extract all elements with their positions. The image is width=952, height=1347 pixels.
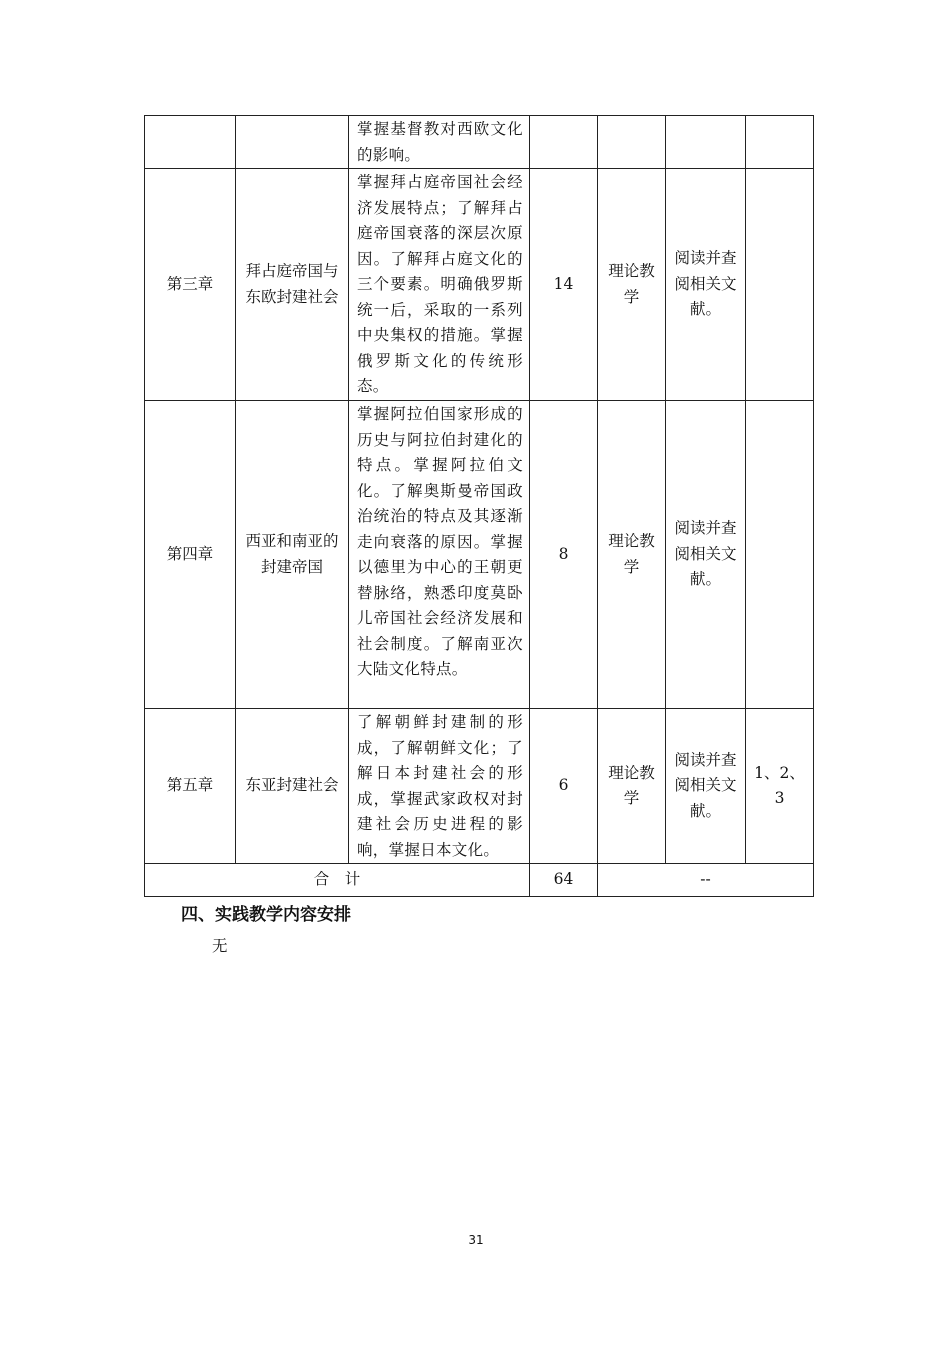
- chapter-cell: 第五章: [145, 709, 236, 864]
- title-cell: 西亚和南亚的封建帝国: [236, 401, 349, 709]
- goal-cell: 1、2、3: [746, 709, 814, 864]
- task-cell: 阅读并查阅相关文献。: [666, 169, 746, 401]
- hours-cell: 14: [530, 169, 598, 401]
- objective-cell: 掌握基督教对西欧文化的影响。: [349, 116, 530, 169]
- objective-cell: 了解朝鲜封建制的形成，了解朝鲜文化；了解日本封建社会的形成，掌握武家政权对封建社会历史进程的影响，掌握日本文化。: [349, 709, 530, 864]
- objective-cell: 掌握阿拉伯国家形成的历史与阿拉伯封建化的特点。掌握阿拉伯文化。了解奥斯曼帝国政治统治的特点及其逐渐走向衰落的原因。掌握以德里为中心的王朝更替脉络，熟悉印度莫卧儿帝国社会经济发展和社会制度。了解南亚次大陆文化特点。: [349, 401, 530, 709]
- table-row: [145, 169, 814, 401]
- goal-cell: [746, 116, 814, 169]
- chapter-cell: 第四章: [145, 401, 236, 709]
- hours-cell: 8: [530, 401, 598, 709]
- task-cell: [666, 116, 746, 169]
- table-row: [145, 709, 814, 864]
- total-hours-cell: 64: [530, 864, 598, 897]
- method-cell: 理论教学: [598, 169, 666, 401]
- goal-cell: [746, 169, 814, 401]
- goal-cell: [746, 401, 814, 709]
- title-cell: 东亚封建社会: [236, 709, 349, 864]
- method-cell: [598, 116, 666, 169]
- title-cell: 拜占庭帝国与东欧封建社会: [236, 169, 349, 401]
- total-rest-cell: --: [598, 864, 814, 897]
- course-schedule-table: [144, 115, 814, 897]
- objective-cell: 掌握拜占庭帝国社会经济发展特点；了解拜占庭帝国衰落的深层次原因。了解拜占庭文化的三个要素。明确俄罗斯统一后，采取的一系列中央集权的措施。掌握俄罗斯文化的传统形态。: [349, 169, 530, 401]
- hours-cell: [530, 116, 598, 169]
- section-body: 无: [212, 937, 228, 955]
- task-cell: 阅读并查阅相关文献。: [666, 709, 746, 864]
- task-cell: 阅读并查阅相关文献。: [666, 401, 746, 709]
- table-row: [145, 116, 814, 169]
- method-cell: 理论教学: [598, 709, 666, 864]
- section-heading: 四、实践教学内容安排: [181, 905, 351, 925]
- total-label-cell: 合 计: [145, 864, 530, 897]
- method-cell: 理论教学: [598, 401, 666, 709]
- hours-cell: 6: [530, 709, 598, 864]
- page-number: 31: [468, 1233, 484, 1247]
- table-row: [145, 401, 814, 709]
- total-row: [145, 864, 814, 897]
- title-cell: [236, 116, 349, 169]
- chapter-cell: 第三章: [145, 169, 236, 401]
- chapter-cell: [145, 116, 236, 169]
